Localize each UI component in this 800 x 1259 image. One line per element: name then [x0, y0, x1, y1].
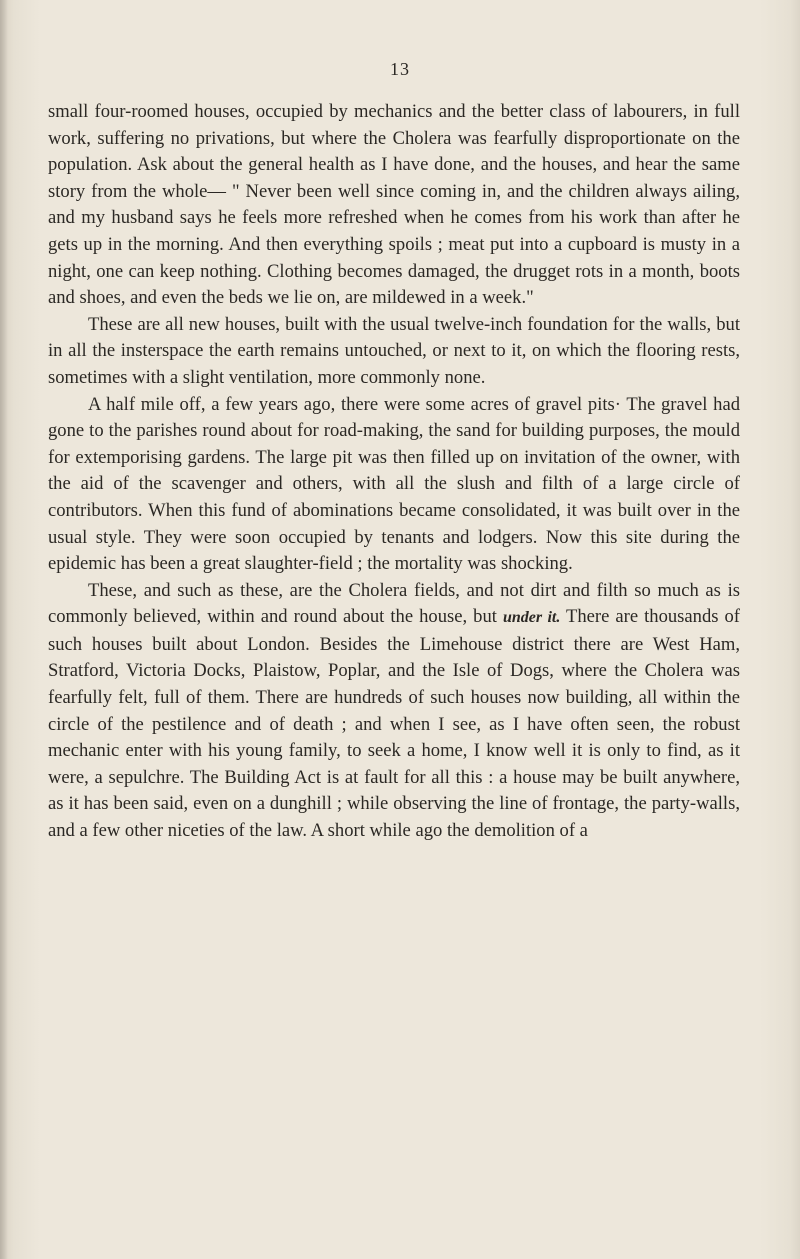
paragraph-4-after: There are thousands of such houses built about London. Besides the Limehouse district there are West Ham, Stratford, Victoria Docks, Plaistow, Poplar, and the Isle of Dogs, where the Cholera was fearfully felt, full of them. There are hundreds of such houses now building, all within the circle of the pestilence and of death ; and when I see, as I have often seen, the robust mechanic enter with his young family, to seek a home, I know well it is only to find, as it were, a sepulchre. The Building Act is at fault for all this : a house may be built anywhere, as it has been said, even on a dunghill ; while observing the line of frontage, the party-walls, and a few other niceties of the law. A short while ago the demolition of a	[48, 606, 740, 842]
paragraph-1: small four-roomed houses, occupied by mechanics and the better class of labourers, in full work, suffering no privations, but where the Cholera was fearfully disproportionate on the population. Ask about the general health as I have done, and the houses, and hear the same story from the whole— " Never been well since coming in, and the children always ailing, and my husband says he feels more refreshed when he comes from his work than after he gets up in the morning. And then everything spoils ; meat put into a cupboard is musty in a night, one can keep nothing. Clothing becomes damaged, the drugget rots in a month, boots and shoes, and even the beds we lie on, are mildewed in a week."	[48, 101, 740, 309]
emphasis-under-it: under it.	[502, 609, 561, 627]
page-gutter-shadow	[0, 0, 8, 1259]
paragraph-4	[48, 578, 740, 845]
paragraph-4-before: These, and such as these, are the Cholera fields, and not dirt and filth so much as is commonly believed, within and round about the house, but	[48, 579, 740, 628]
paragraph-2: These are all new houses, built with the usual twelve-inch foundation for the walls, but in all the insterspace the earth remains untouched, or next to it, on which the flooring rests, sometimes with a slight ventilation, more commonly none.	[48, 313, 740, 388]
page-number: 13	[390, 59, 410, 79]
body-text	[48, 99, 740, 845]
paragraph-3: A half mile off, a few years ago, there were some acres of gravel pits· The gravel had gone to the parishes round about for road-making, the sand for building purposes, the mould for extemporising gardens. The large pit was then filled up on invitation of the owner, with the aid of the scavenger and others, with all the slush and filth of a large circle of contributors. When this fund of abominations became consolidated, it was built over in the usual style. They were soon occupied by tenants and lodgers. Now this site during the epidemic has been a great slaughter-field ; the mortality was shocking.	[48, 393, 740, 575]
